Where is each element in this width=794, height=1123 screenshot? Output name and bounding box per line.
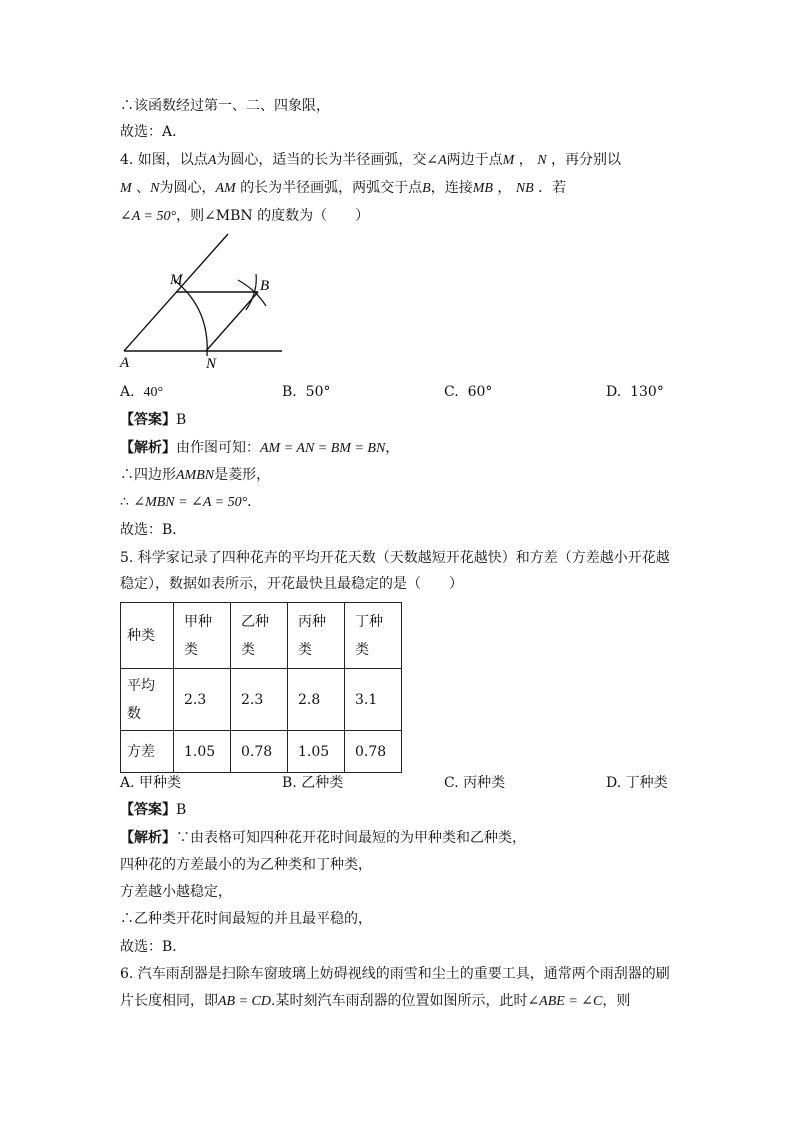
q5-option-a: A. 甲种类 bbox=[120, 775, 182, 791]
table-cell: 1.05 bbox=[174, 731, 231, 773]
q4-seg: 4. 如图，以点 bbox=[120, 152, 208, 168]
table-row bbox=[121, 731, 402, 773]
table-cell: 2.3 bbox=[231, 669, 288, 731]
q5-option-c: C. 丙种类 bbox=[444, 775, 506, 791]
table-row bbox=[121, 669, 402, 731]
table-header-cell: 丁种 类 bbox=[345, 603, 402, 669]
flower-table bbox=[120, 602, 402, 773]
q5-explain-2: 四种花的方差最小的为乙种类和丁种类， bbox=[120, 857, 372, 873]
line-choice: 故选：A． bbox=[120, 124, 187, 140]
q4-var: NB bbox=[515, 181, 534, 196]
table-cell: 3.1 bbox=[345, 669, 402, 731]
label-m: M bbox=[170, 272, 183, 288]
q4-explain-2: ∴四边形AMBN是菱形， bbox=[120, 467, 271, 483]
table-header-cell: 乙种 类 bbox=[231, 603, 288, 669]
q4-seg: 的度数为（ ） bbox=[257, 208, 370, 224]
table-header-row bbox=[121, 603, 402, 669]
line-conclusion: ∴该函数经过第一、二、四象限， bbox=[120, 98, 330, 114]
q4-var: M bbox=[502, 153, 515, 168]
table-row-label: 平均 数 bbox=[121, 669, 174, 731]
q4-option-a: A. 40° bbox=[120, 384, 164, 400]
q4-text-1: 4. 如图，以点A为圆心，适当的长为半径画弧，交∠A两边于点M ， N ，再分别以 bbox=[120, 152, 622, 168]
q4-option-b: B. 50° bbox=[282, 384, 331, 400]
q6-text-1: 6. 汽车雨刮器是扫除车窗玻璃上妨碍视线的雨雪和尘土的重要工具，通常两个雨刮器的刷 bbox=[120, 966, 670, 982]
q4-option-d: D. 130° bbox=[606, 384, 664, 400]
label-n: N bbox=[206, 356, 217, 372]
q4-var: AM bbox=[215, 181, 236, 196]
q4-explain-3: ∴ ∠MBN = ∠A = 50°． bbox=[120, 494, 262, 510]
table-cell: 0.78 bbox=[345, 731, 402, 773]
table-cell: 2.8 bbox=[288, 669, 345, 731]
q4-seg: ，连接 bbox=[430, 180, 473, 196]
q5-answer: 【答案】B bbox=[120, 802, 187, 818]
q4-seg: 的长为半径画弧，两弧交于点 bbox=[240, 180, 423, 196]
q4-text-2: M 、N为圆心，AM 的长为半径画弧，两弧交于点B，连接MB ， NB ．若 bbox=[120, 180, 567, 196]
q5-explain-4: ∴乙种类开花时间最短的并且最平稳的， bbox=[120, 911, 372, 927]
table-cell: 0.78 bbox=[231, 731, 288, 773]
q4-seg: ，则∠MBN bbox=[176, 208, 253, 224]
q4-text-3 bbox=[120, 206, 369, 227]
q4-answer: 【答案】B bbox=[120, 412, 187, 428]
q5-option-d: D. 丁种类 bbox=[606, 775, 668, 791]
label-a: A bbox=[120, 355, 130, 371]
table-header-cell: 甲种 类 bbox=[174, 603, 231, 669]
q4-var: M bbox=[120, 181, 132, 196]
table-cell: 2.3 bbox=[174, 669, 231, 731]
table-header-cell: 丙种 类 bbox=[288, 603, 345, 669]
label-b: B bbox=[260, 278, 270, 294]
q4-var: A bbox=[438, 153, 447, 168]
q4-var: N bbox=[537, 153, 547, 168]
q5-explain-3: 方差越小越稳定， bbox=[120, 884, 232, 900]
q4-seg: 两边于点 bbox=[446, 152, 503, 168]
q5-text-1: 5. 科学家记录了四种花卉的平均开花天数（天数越短开花越快）和方差（方差越小开花越 bbox=[120, 550, 670, 566]
q6-text-2: 片长度相同，即AB = CD.某时刻汽车雨刮器的位置如图所示，此时∠ABE = ∠C，则 bbox=[120, 993, 631, 1009]
q4-angle-given: ∠A = 50° bbox=[120, 209, 177, 224]
table-header-cell: 种类 bbox=[121, 603, 174, 669]
q4-seg: 为圆心，适当的长为半径画弧，交∠ bbox=[216, 152, 439, 168]
q4-option-c: C. 60° bbox=[444, 384, 493, 400]
q4-seg: ，再分别以 bbox=[551, 152, 622, 168]
table-row-label: 方差 bbox=[121, 731, 174, 773]
q5-option-b: B. 乙种类 bbox=[282, 775, 344, 791]
q4-explain-1: 【解析】由作图可知：AM = AN = BM = BN， bbox=[120, 440, 400, 456]
q4-seg: ．若 bbox=[538, 180, 567, 196]
q4-seg: 为圆心， bbox=[159, 180, 216, 196]
q4-var: A bbox=[207, 153, 217, 168]
table-cell: 1.05 bbox=[288, 731, 345, 773]
segment-nb bbox=[206, 292, 258, 351]
q4-var: B bbox=[422, 181, 431, 196]
q5-explain-1: 【解析】∵由表格可知四种花开花时间最短的为甲种类和乙种类， bbox=[120, 830, 526, 846]
q4-var: N bbox=[150, 181, 160, 196]
q5-explain-5: 故选：B． bbox=[120, 939, 187, 955]
q5-text-2: 稳定），数据如表所示，开花最快且最稳定的是（ ） bbox=[120, 576, 463, 592]
q4-var: MB bbox=[472, 181, 493, 196]
q4-explain-4: 故选：B． bbox=[120, 522, 187, 538]
q4-figure bbox=[118, 228, 298, 376]
